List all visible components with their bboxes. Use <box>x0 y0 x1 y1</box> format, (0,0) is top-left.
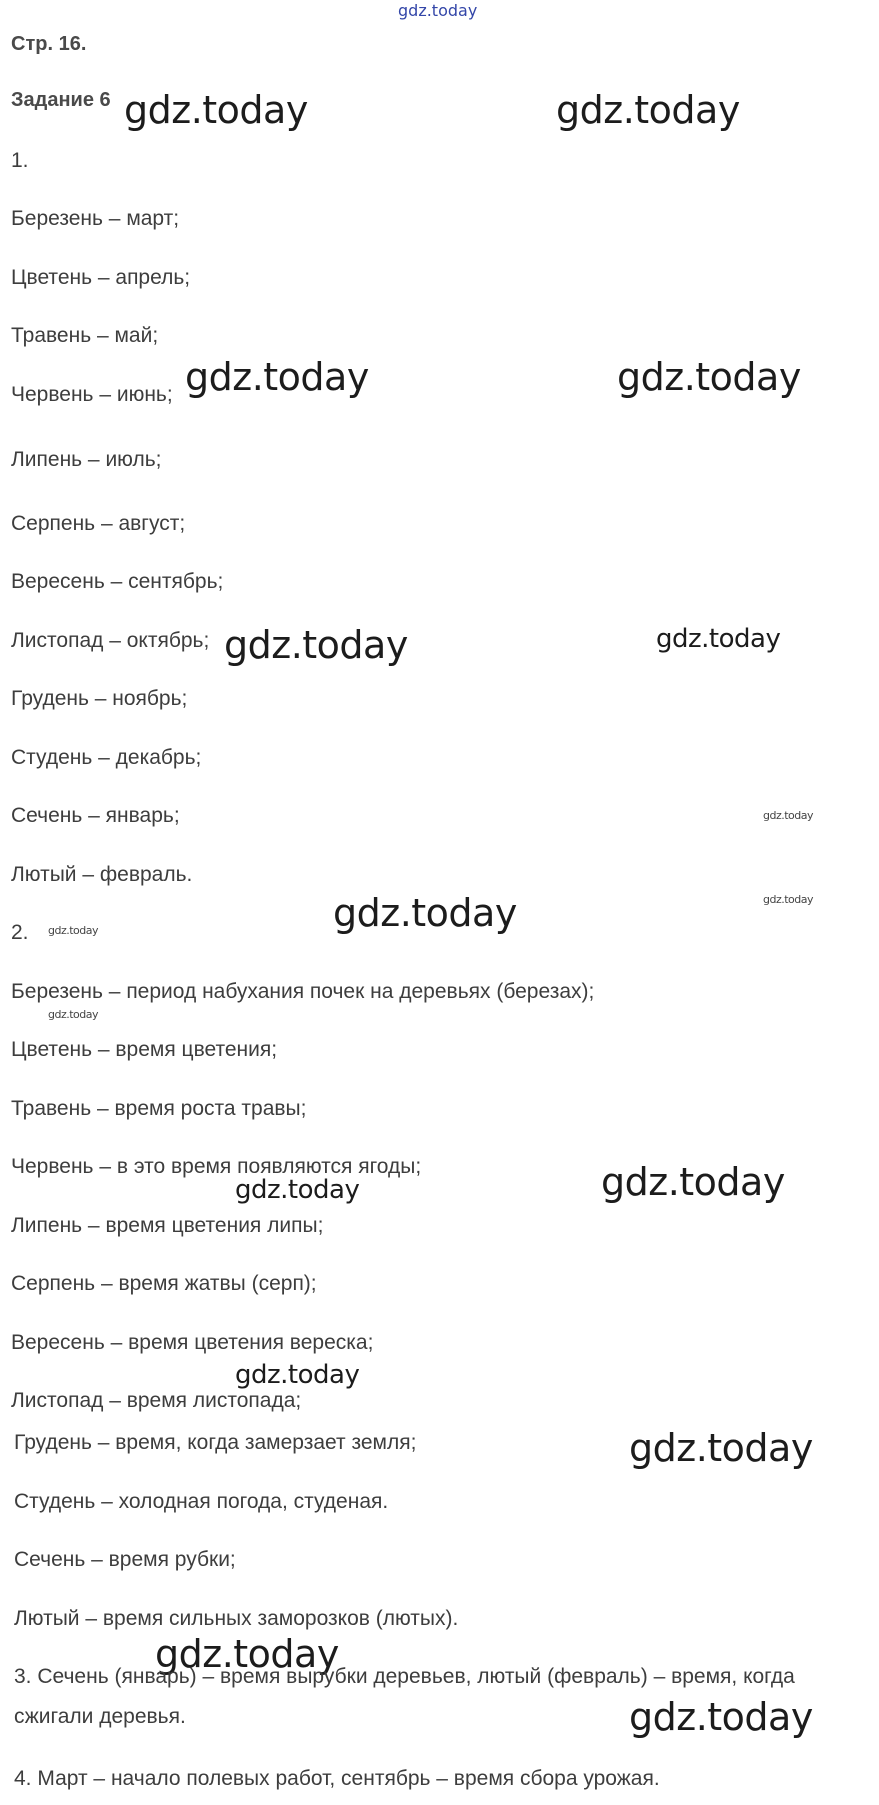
part2-item: Листопад – время листопада; <box>11 1389 302 1412</box>
part1-item: Грудень – ноябрь; <box>11 687 188 710</box>
part1-item: Березень – март; <box>11 207 180 230</box>
watermark: gdz.today <box>124 88 308 132</box>
part1-item: Листопад – октябрь; <box>11 629 210 652</box>
part1-item: Червень – июнь; <box>11 383 173 406</box>
part1-item: Травень – май; <box>11 324 159 347</box>
watermark: gdz.today <box>617 355 801 399</box>
part2-item: Цветень – время цветения; <box>11 1038 278 1061</box>
watermark: gdz.today <box>629 1695 813 1739</box>
watermark: gdz.today <box>224 623 408 667</box>
watermark-small: gdz.today <box>48 924 99 937</box>
part2-item: Червень – в это время появляются ягоды; <box>11 1155 422 1178</box>
part2-item: Лютый – время сильных заморозков (лютых). <box>14 1607 459 1630</box>
part2-number: 2. <box>11 921 29 944</box>
part1-item: Цветень – апрель; <box>11 266 191 289</box>
page-header: Стр. 16. <box>11 33 87 55</box>
part3-text: 3. Сечень (январь) – время вырубки деревьев, лютый (февраль) – время, когда сжигали деревья. <box>14 1665 795 1728</box>
part2-item: Березень – период набухания почек на деревьях (березах); <box>11 980 595 1003</box>
part2-item: Студень – холодная погода, студеная. <box>14 1490 389 1513</box>
part2-item: Грудень – время, когда замерзает земля; <box>14 1431 417 1454</box>
task-title: Задание 6 <box>11 89 111 111</box>
watermark: gdz.today <box>333 891 517 935</box>
watermark: gdz.today <box>656 624 781 654</box>
part1-number: 1. <box>11 149 29 172</box>
watermark-top: gdz.today <box>398 1 478 20</box>
watermark: gdz.today <box>235 1360 360 1390</box>
watermark: gdz.today <box>556 88 740 132</box>
part1-item: Серпень – август; <box>11 512 186 535</box>
watermark: gdz.today <box>235 1175 360 1205</box>
part2-item: Травень – время роста травы; <box>11 1097 307 1120</box>
part1-item: Сечень – январь; <box>11 804 180 827</box>
part2-item: Липень – время цветения липы; <box>11 1214 324 1237</box>
watermark: gdz.today <box>629 1426 813 1470</box>
part1-item: Студень – декабрь; <box>11 746 202 769</box>
part1-item: Липень – июль; <box>11 448 162 471</box>
watermark-small: gdz.today <box>763 809 814 822</box>
part2-item: Вересень – время цветения вереска; <box>11 1331 374 1354</box>
part2-item: Серпень – время жатвы (серп); <box>11 1272 317 1295</box>
watermark: gdz.today <box>155 1632 339 1676</box>
watermark-small: gdz.today <box>48 1008 99 1021</box>
part1-item: Вересень – сентябрь; <box>11 570 224 593</box>
part2-item: Сечень – время рубки; <box>14 1548 236 1571</box>
part4-text: 4. Март – начало полевых работ, сентябрь – время сбора урожая. <box>14 1767 660 1790</box>
watermark: gdz.today <box>601 1160 785 1204</box>
part1-item: Лютый – февраль. <box>11 863 193 886</box>
watermark-small: gdz.today <box>763 893 814 906</box>
watermark: gdz.today <box>185 355 369 399</box>
